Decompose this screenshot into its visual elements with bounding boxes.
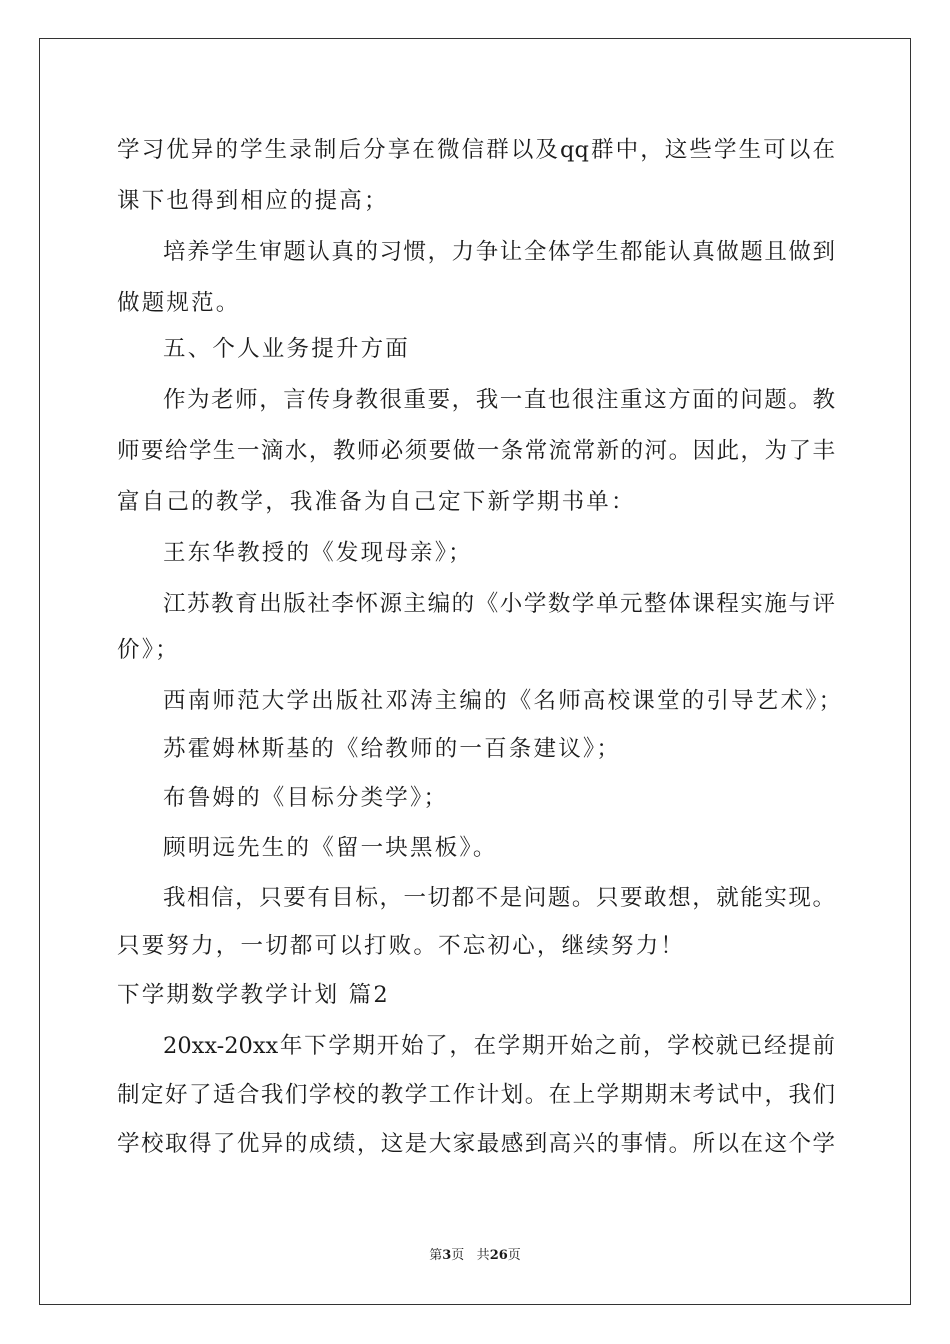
- paragraph-line: 做题规范。: [117, 290, 241, 316]
- page-number: 3: [442, 1248, 452, 1263]
- book-list-item: 布鲁姆的《目标分类学》；: [163, 785, 449, 811]
- book-list-item-continued: 价》；: [117, 637, 180, 663]
- paragraph-line: 作为老师，言传身教很重要，我一直也很注重这方面的问题。教: [163, 387, 835, 413]
- paragraph-line: 课下也得到相应的提高；: [117, 188, 389, 214]
- book-list-item: 顾明远先生的《留一块黑板》。: [163, 835, 498, 861]
- section-title: 下学期数学教学计划 篇2: [117, 982, 390, 1008]
- total-suffix: 页: [507, 1248, 521, 1263]
- book-list-item: 苏霍姆林斯基的《给教师的一百条建议》；: [163, 736, 622, 762]
- book-list-item: 西南师范大学出版社邓涛主编的《名师高校课堂的引导艺术》；: [163, 688, 844, 714]
- book-list-item: 江苏教育出版社李怀源主编的《小学数学单元整体课程实施与评: [163, 591, 835, 617]
- paragraph-line: 学习优异的学生录制后分享在微信群以及qq群中，这些学生可以在: [117, 137, 835, 163]
- page-footer: [0, 1247, 950, 1265]
- paragraph-line: 我相信，只要有目标，一切都不是问题。只要敢想，就能实现。: [163, 885, 835, 911]
- paragraph-line: 富自己的教学，我准备为自己定下新学期书单：: [117, 489, 636, 515]
- page-prefix: 第: [429, 1248, 443, 1263]
- paragraph-line: 只要努力，一切都可以打败。不忘初心，继续努力！: [117, 933, 686, 959]
- total-pages: 26: [489, 1248, 508, 1263]
- section-heading: 五、个人业务提升方面: [163, 336, 411, 362]
- paragraph-line: 培养学生审题认真的习惯，力争让全体学生都能认真做题且做到: [163, 239, 835, 265]
- total-prefix: 共: [476, 1248, 490, 1263]
- paragraph-line: 20xx-20xx年下学期开始了，在学期开始之前，学校就已经提前: [163, 1033, 835, 1059]
- book-list-item: 王东华教授的《发现母亲》；: [163, 540, 473, 566]
- paragraph-line: 师要给学生一滴水，教师必须要做一条常流常新的河。因此，为了丰: [117, 438, 835, 464]
- page-suffix: 页: [451, 1248, 465, 1263]
- paragraph-line: 学校取得了优异的成绩，这是大家最感到高兴的事情。所以在这个学: [117, 1131, 835, 1157]
- paragraph-line: 制定好了适合我们学校的教学工作计划。在上学期期末考试中，我们: [117, 1082, 835, 1108]
